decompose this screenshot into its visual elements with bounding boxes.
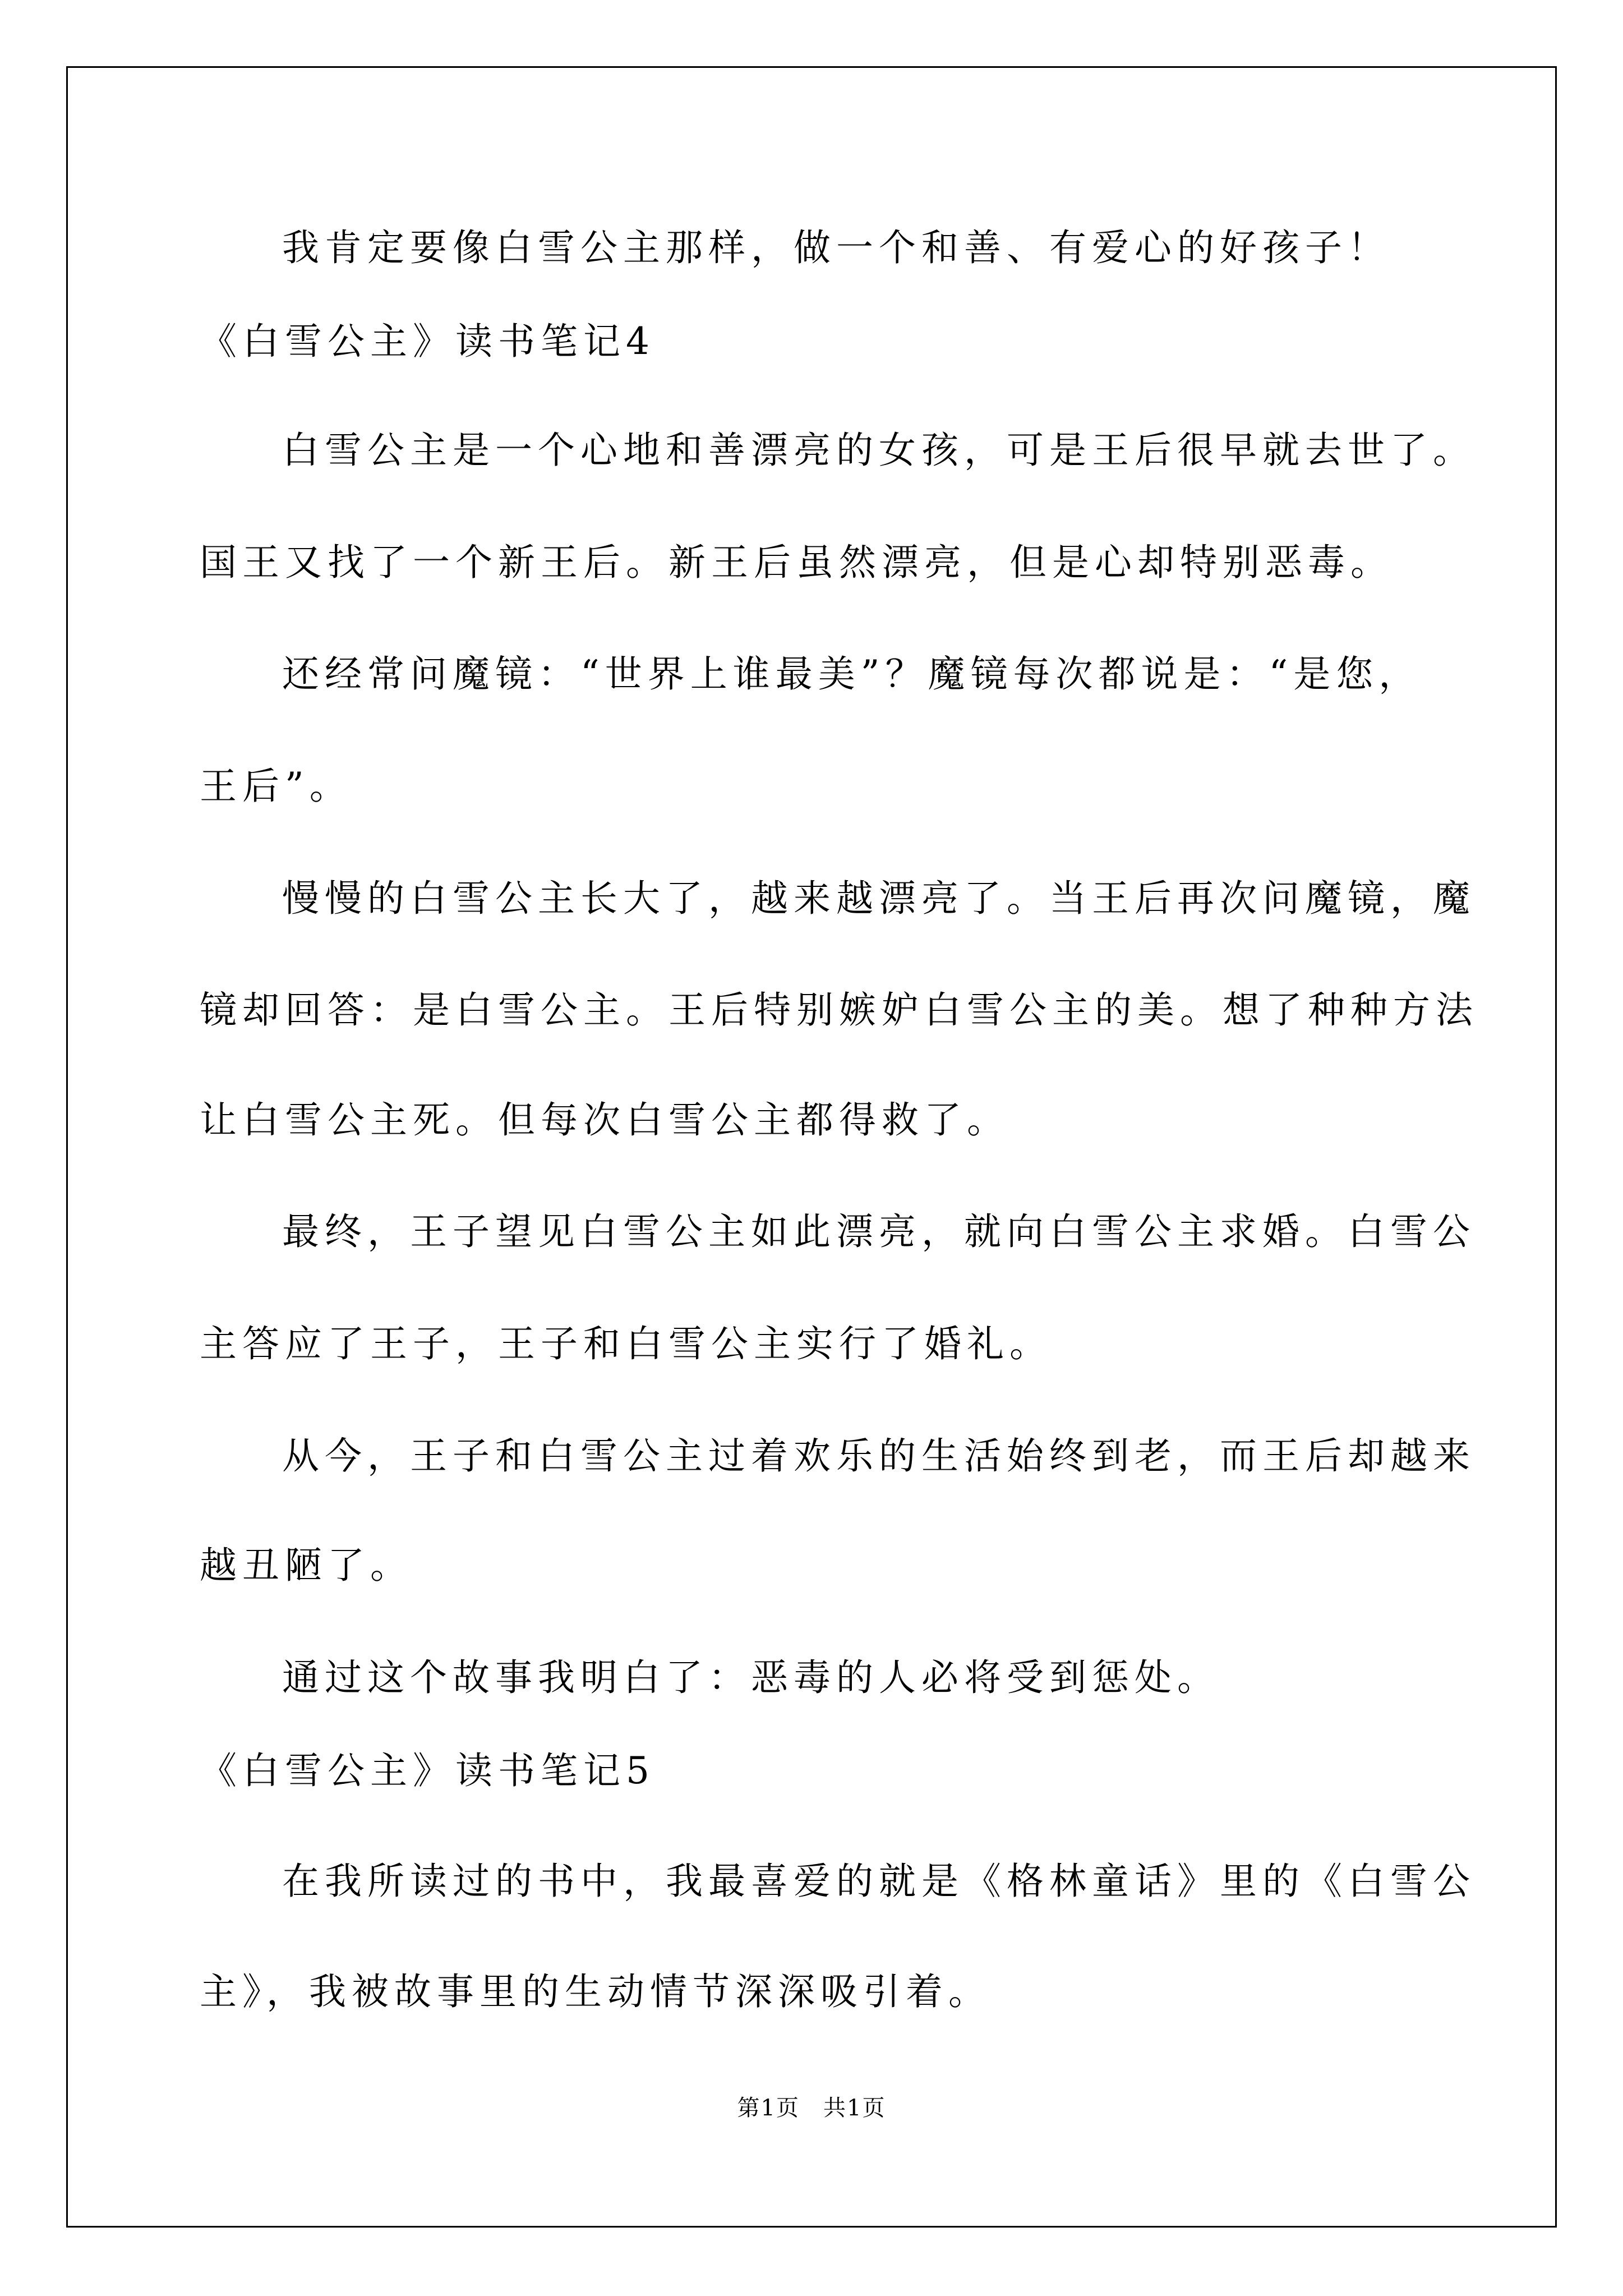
paragraph-line: 最终，王子望见白雪公主如此漂亮，就向白雪公主求婚。白雪公 bbox=[282, 1210, 1476, 1253]
paragraph-line: 从今，王子和白雪公主过着欢乐的生活始终到老，而王后却越来 bbox=[282, 1434, 1476, 1478]
paragraph-line: 白雪公主是一个心地和善漂亮的女孩，可是王后很早就去世了。 bbox=[282, 429, 1476, 472]
page-number: 第1页 共1页 bbox=[737, 2095, 886, 2121]
paragraph-line: 越丑陋了。 bbox=[200, 1544, 413, 1587]
paragraph-line: 通过这个故事我明白了：恶毒的人必将受到惩处。 bbox=[282, 1656, 1220, 1699]
section-heading: 《白雪公主》读书笔记5 bbox=[200, 1749, 655, 1792]
paragraph-line: 让白雪公主死。但每次白雪公主都得救了。 bbox=[200, 1098, 1009, 1142]
paragraph-line: 我肯定要像白雪公主那样，做一个和善、有爱心的好孩子！ bbox=[282, 226, 1390, 269]
paragraph-line: 国王又找了一个新王后。新王后虽然漂亮，但是心却特别恶毒。 bbox=[200, 541, 1393, 584]
paragraph-line: 主》，我被故事里的生动情节深深吸引着。 bbox=[200, 1970, 991, 2013]
paragraph-line: 在我所读过的书中，我最喜爱的就是《格林童话》里的《白雪公 bbox=[282, 1860, 1476, 1903]
paragraph-line: 王后”。 bbox=[200, 765, 352, 808]
section-heading: 《白雪公主》读书笔记4 bbox=[200, 320, 655, 363]
paragraph-line: 慢慢的白雪公主长大了，越来越漂亮了。当王后再次问魔镜，魔 bbox=[282, 877, 1476, 920]
paragraph-line: 主答应了王子，王子和白雪公主实行了婚礼。 bbox=[200, 1322, 1052, 1365]
paragraph-line: 镜却回答：是白雪公主。王后特别嫉妒白雪公主的美。想了种种方法 bbox=[200, 988, 1478, 1032]
paragraph-line: 还经常问魔镜：“世界上谁最美”？魔镜每次都说是：“是您， bbox=[282, 652, 1422, 696]
